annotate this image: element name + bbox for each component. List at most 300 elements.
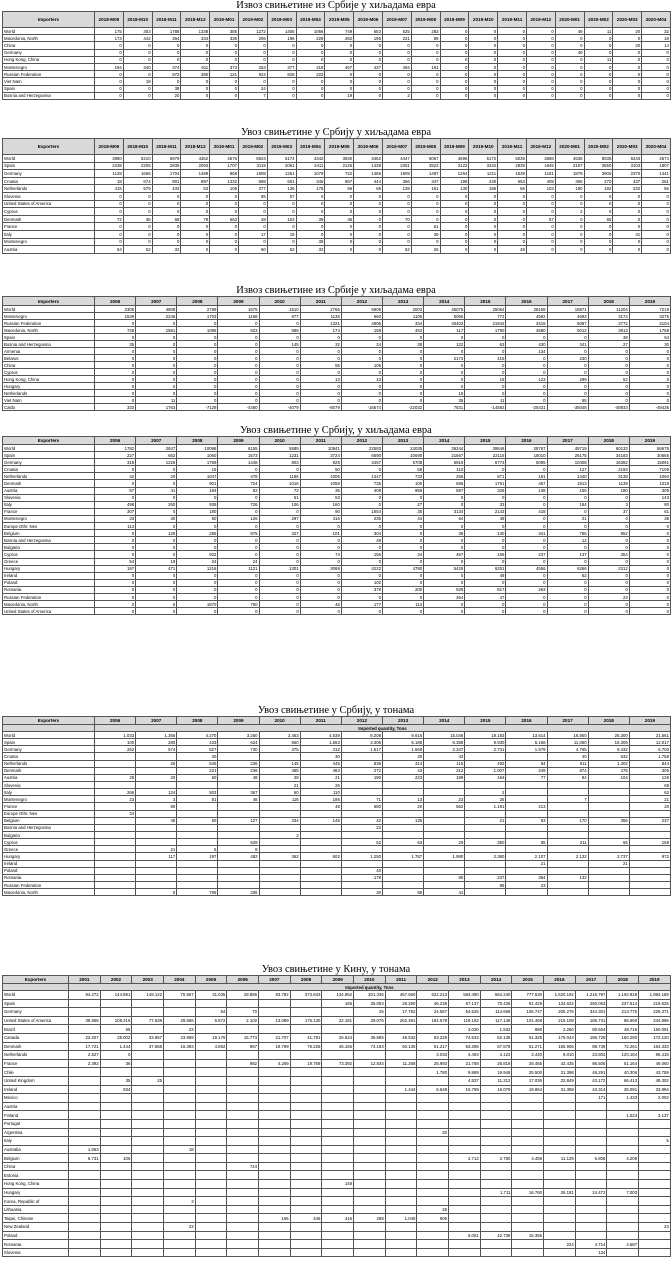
value-cell <box>417 1231 449 1240</box>
value-cell <box>195 1231 227 1240</box>
value-cell <box>195 999 227 1008</box>
value-cell <box>512 1197 544 1206</box>
value-cell: 266 <box>95 789 136 796</box>
value-cell: 326 <box>465 487 506 494</box>
value-cell: 0 <box>465 558 506 565</box>
table-row <box>3 35 671 42</box>
value-cell: 0 <box>181 246 210 254</box>
value-cell: 0 <box>382 348 423 355</box>
value-cell: 0 <box>95 320 136 327</box>
value-cell <box>195 1051 227 1060</box>
value-cell: 46.165 <box>322 1042 354 1051</box>
value-cell: 49 <box>555 28 584 35</box>
value-cell <box>607 1205 639 1214</box>
value-cell: 0 <box>584 208 613 216</box>
value-cell: 1654 <box>341 508 382 515</box>
value-cell: 31.398 <box>544 1068 576 1077</box>
value-cell: 0 <box>177 376 218 383</box>
table-row <box>3 732 671 739</box>
value-cell: 0 <box>465 466 506 473</box>
column-header: 2011 <box>385 976 417 984</box>
country-name: Bosnia and Herzegovina <box>3 92 95 99</box>
value-cell <box>322 1137 354 1146</box>
value-cell: 20 <box>417 1128 449 1137</box>
value-cell: 10408 <box>547 459 588 466</box>
value-cell <box>259 889 300 896</box>
value-cell: 21.707 <box>259 1033 291 1042</box>
value-cell: 306 <box>629 767 670 774</box>
value-cell: 0 <box>588 601 629 608</box>
value-cell: 61 <box>411 223 440 231</box>
value-cell: 1105 <box>382 313 423 320</box>
value-cell <box>544 1223 576 1232</box>
value-cell: 0 <box>300 608 341 615</box>
value-cell: 1707 <box>210 162 239 170</box>
country-name: Montenegro <box>3 313 95 320</box>
value-cell: 0 <box>506 369 547 376</box>
value-cell: 16.079 <box>480 1085 512 1094</box>
column-header: 2016 <box>506 717 547 725</box>
value-cell: 5095 <box>506 459 547 466</box>
value-cell: 236 <box>218 767 259 774</box>
value-cell: 13.089 <box>259 1016 291 1025</box>
table-row <box>3 452 671 459</box>
value-cell: 16.760 <box>512 1188 544 1197</box>
value-cell <box>385 1162 417 1171</box>
value-cell <box>544 1197 576 1206</box>
value-cell <box>424 860 465 867</box>
value-cell: 0 <box>300 383 341 390</box>
value-cell <box>417 1094 449 1103</box>
value-cell: 0 <box>341 608 382 615</box>
value-cell <box>95 767 136 774</box>
value-cell: 1.668 <box>382 746 423 753</box>
column-header: 2016 <box>544 976 576 984</box>
value-cell: 4905 <box>341 320 382 327</box>
value-cell <box>639 1188 671 1197</box>
table-row <box>3 789 671 796</box>
value-cell: 1.007 <box>465 767 506 774</box>
country-name: Portugal <box>3 1119 69 1128</box>
value-cell: 0 <box>506 572 547 579</box>
value-cell: 86.415 <box>639 1051 671 1060</box>
value-cell: 15091 <box>629 459 670 466</box>
value-cell <box>100 1111 132 1120</box>
value-cell: 0 <box>136 341 177 348</box>
value-cell <box>132 1223 164 1232</box>
value-cell: 41 <box>136 487 177 494</box>
value-cell <box>322 1205 354 1214</box>
value-cell <box>607 1248 639 1257</box>
value-cell: 21 <box>588 860 629 867</box>
value-cell <box>95 824 136 831</box>
table-row <box>3 579 671 586</box>
table-row <box>3 1051 671 1060</box>
value-cell: 977 <box>259 313 300 320</box>
value-cell <box>290 1180 322 1189</box>
value-cell <box>506 846 547 853</box>
value-cell <box>95 853 136 860</box>
value-cell <box>588 803 629 810</box>
value-cell <box>480 1205 512 1214</box>
value-cell <box>544 1111 576 1120</box>
column-header: 2007 <box>136 297 177 306</box>
value-cell: 123 <box>506 376 547 383</box>
value-cell: 55 <box>300 362 341 369</box>
value-cell: 101.468 <box>512 1016 544 1025</box>
table-row <box>3 774 671 781</box>
value-cell: 0 <box>354 246 383 254</box>
value-cell: 155 <box>465 551 506 558</box>
column-header: 2013 <box>382 297 423 306</box>
country-name: Poland <box>3 579 95 586</box>
value-cell <box>629 831 670 838</box>
value-cell: 3103 <box>613 162 642 170</box>
value-cell: 6919 <box>424 459 465 466</box>
value-cell <box>132 1180 164 1189</box>
value-cell: 0 <box>555 246 584 254</box>
value-cell: 0 <box>341 593 382 600</box>
value-cell: 777.530 <box>512 991 544 1000</box>
value-cell: 6690 <box>341 452 382 459</box>
country-name: Chile <box>3 1068 69 1077</box>
value-cell: 23 <box>639 1223 671 1232</box>
table-row <box>3 376 671 383</box>
value-cell: 180 <box>177 508 218 515</box>
value-cell <box>300 846 341 853</box>
value-cell: 249 <box>506 767 547 774</box>
value-cell: 0 <box>136 572 177 579</box>
value-cell: -4079 <box>259 404 300 411</box>
value-cell: 0 <box>181 85 210 92</box>
value-cell: 51.217 <box>417 1042 449 1051</box>
value-cell <box>218 810 259 817</box>
value-cell: 0 <box>411 78 440 85</box>
value-cell: 0 <box>588 355 629 362</box>
value-cell: 0 <box>354 200 383 208</box>
value-cell: 96 <box>325 185 354 193</box>
value-cell: 18 <box>642 35 671 42</box>
value-cell: 54 <box>95 558 136 565</box>
value-cell: 4342 <box>296 155 325 163</box>
value-cell: 164.333 <box>639 1042 671 1051</box>
value-cell: 0 <box>210 78 239 85</box>
value-cell: 22115 <box>465 452 506 459</box>
value-cell: 340 <box>123 63 152 70</box>
value-cell: 0 <box>506 593 547 600</box>
value-cell: 145 <box>300 817 341 824</box>
table-row <box>3 999 671 1008</box>
value-cell: 416 <box>300 515 341 522</box>
value-cell: 132 <box>547 874 588 881</box>
value-cell <box>424 824 465 831</box>
table-row <box>3 71 671 78</box>
value-cell: 0 <box>136 334 177 341</box>
value-cell: 0 <box>382 192 411 200</box>
value-cell <box>218 867 259 874</box>
value-cell: 0 <box>498 208 527 216</box>
value-cell <box>227 1025 259 1034</box>
value-cell: 0 <box>259 537 300 544</box>
value-cell <box>218 881 259 888</box>
value-cell: 0 <box>238 208 267 216</box>
value-cell: 3.033 <box>417 1051 449 1060</box>
value-cell <box>195 1188 227 1197</box>
value-cell: 0 <box>259 362 300 369</box>
value-cell: 482 <box>218 853 259 860</box>
column-header: 2018-M11 <box>152 139 181 155</box>
value-cell: 224 <box>544 1240 576 1249</box>
value-cell: 0 <box>465 523 506 530</box>
value-cell: 3980 <box>95 155 124 163</box>
value-cell: 1006 <box>300 473 341 480</box>
table-row <box>3 1094 671 1103</box>
country-name: Сaldo <box>3 404 95 411</box>
value-cell: 184 <box>547 501 588 508</box>
table-row <box>3 803 671 810</box>
value-cell: -14582 <box>465 404 506 411</box>
value-cell: 0 <box>506 397 547 404</box>
value-cell: 1763 <box>136 404 177 411</box>
value-cell: 0 <box>629 586 670 593</box>
value-cell <box>132 1137 164 1146</box>
value-cell <box>341 753 382 760</box>
value-cell: 674 <box>123 177 152 185</box>
value-cell <box>544 1171 576 1180</box>
column-header: 2017 <box>547 437 588 445</box>
value-cell: 0 <box>238 238 267 246</box>
value-cell: 4693 <box>547 313 588 320</box>
column-header: 2015 <box>465 297 506 306</box>
value-cell: 0 <box>382 593 423 600</box>
value-cell <box>69 1128 101 1137</box>
value-cell: 1.366 <box>136 732 177 739</box>
value-cell <box>69 1223 101 1232</box>
country-name: Viet Nam <box>3 78 95 85</box>
value-cell: 16.850 <box>547 732 588 739</box>
country-name: Spain <box>3 334 95 341</box>
value-cell: 0 <box>526 78 555 85</box>
value-cell: 0 <box>584 223 613 231</box>
value-cell: -16674 <box>341 404 382 411</box>
value-cell <box>195 1102 227 1111</box>
value-cell: 346 <box>296 177 325 185</box>
value-cell <box>136 824 177 831</box>
value-cell <box>385 1076 417 1085</box>
value-cell: 868 <box>210 170 239 178</box>
value-cell: 198 <box>440 177 469 185</box>
value-cell: 0 <box>382 230 411 238</box>
value-cell <box>259 1231 291 1240</box>
value-cell: 560 <box>259 739 300 746</box>
value-cell <box>354 1076 386 1085</box>
value-cell: 0 <box>506 355 547 362</box>
value-cell: 0 <box>354 42 383 49</box>
value-cell <box>195 1240 227 1249</box>
value-cell <box>290 1231 322 1240</box>
value-cell: 25064 <box>465 306 506 313</box>
country-name: Hungary <box>3 1188 69 1197</box>
value-cell: 110 <box>300 789 341 796</box>
value-cell: 9.010 <box>544 1051 576 1060</box>
value-cell: 19.799 <box>259 1042 291 1051</box>
subheader-label: Imported quantity, Tons <box>69 984 671 991</box>
value-cell: 155.906 <box>544 1042 576 1051</box>
column-header: 2017 <box>575 976 607 984</box>
value-cell: 0 <box>218 390 259 397</box>
column-header: Importers <box>3 297 95 306</box>
value-cell <box>547 803 588 810</box>
value-cell: 354 <box>588 551 629 558</box>
value-cell: 1.192.828 <box>607 991 639 1000</box>
value-cell: 3 <box>164 1197 196 1206</box>
value-cell: 1510 <box>259 306 300 313</box>
value-cell: 1096 <box>177 327 218 334</box>
value-cell: 135 <box>382 817 423 824</box>
value-cell: 0 <box>325 230 354 238</box>
country-name: Germany <box>3 170 95 178</box>
value-cell: 49 <box>465 572 506 579</box>
value-cell <box>449 1180 481 1189</box>
value-cell: 1.033 <box>95 732 136 739</box>
value-cell: 0 <box>259 383 300 390</box>
column-header: Exporters <box>3 976 69 984</box>
country-name: World <box>3 306 95 313</box>
value-cell: 62 <box>547 572 588 579</box>
value-cell: 0 <box>547 579 588 586</box>
value-cell <box>449 1162 481 1171</box>
value-cell: 0 <box>588 558 629 565</box>
value-cell: 735 <box>341 480 382 487</box>
value-cell: 2847 <box>136 445 177 452</box>
column-header: 2018-M10 <box>123 139 152 155</box>
value-cell: 0 <box>469 230 498 238</box>
value-cell: 23 <box>164 1025 196 1034</box>
value-cell <box>290 1128 322 1137</box>
column-header: 2017 <box>547 297 588 306</box>
value-cell: 206 <box>238 35 267 42</box>
value-cell: 0 <box>259 334 300 341</box>
value-cell: 7109 <box>629 466 670 473</box>
value-cell: 3.030 <box>449 1025 481 1034</box>
value-cell <box>322 1025 354 1034</box>
value-cell <box>480 1128 512 1137</box>
value-cell: 0 <box>177 397 218 404</box>
value-cell: 94.272 <box>69 991 101 1000</box>
table-row <box>3 846 671 853</box>
value-cell <box>322 1197 354 1206</box>
country-name: Netherlands <box>3 185 95 193</box>
value-cell: 221 <box>177 767 218 774</box>
value-cell: 16.799 <box>449 1085 481 1094</box>
value-cell <box>195 1205 227 1214</box>
value-cell: 0 <box>136 508 177 515</box>
value-cell: 0 <box>547 508 588 515</box>
value-cell <box>385 1068 417 1077</box>
value-cell: 104 <box>588 774 629 781</box>
value-cell <box>417 1076 449 1085</box>
value-cell <box>480 1180 512 1189</box>
value-cell: 1.024 <box>607 1111 639 1120</box>
value-cell: 194 <box>95 63 124 70</box>
value-cell <box>382 789 423 796</box>
value-cell: 0 <box>465 383 506 390</box>
value-cell <box>136 810 177 817</box>
value-cell: 327 <box>259 530 300 537</box>
value-cell: 0 <box>300 355 341 362</box>
column-header: 2009 <box>218 297 259 306</box>
column-header: 2020-M01 <box>555 139 584 155</box>
value-cell: 0 <box>177 348 218 355</box>
value-cell: 39.558 <box>69 1016 101 1025</box>
value-cell: 465 <box>259 767 300 774</box>
value-cell <box>227 1223 259 1232</box>
value-cell: 12.017 <box>629 739 670 746</box>
value-cell <box>177 831 218 838</box>
value-cell: 525 <box>382 28 411 35</box>
value-cell: -8079 <box>300 404 341 411</box>
value-cell <box>164 1188 196 1197</box>
value-cell <box>259 1111 291 1120</box>
value-cell <box>259 824 300 831</box>
value-cell: 0 <box>341 334 382 341</box>
value-cell: 6.731 <box>69 1154 101 1163</box>
value-cell <box>322 1094 354 1103</box>
value-cell: 0 <box>588 515 629 522</box>
value-cell: 0 <box>613 49 642 56</box>
value-cell: 437 <box>354 63 383 70</box>
country-name: Armenia <box>3 348 95 355</box>
value-cell <box>639 1205 671 1214</box>
value-cell: 0 <box>642 192 671 200</box>
country-name: Belgium <box>3 1154 69 1163</box>
value-cell: 4.493 <box>449 1051 481 1060</box>
value-cell <box>195 1154 227 1163</box>
country-name: Ireland <box>3 572 95 579</box>
value-cell: 0 <box>95 56 124 63</box>
value-cell: 972 <box>152 71 181 78</box>
column-header: 2014 <box>480 976 512 984</box>
value-cell: 0 <box>218 608 259 615</box>
value-cell: 4592 <box>506 313 547 320</box>
value-cell <box>607 1162 639 1171</box>
value-cell: 53.228 <box>417 1033 449 1042</box>
value-cell <box>259 1162 291 1171</box>
value-cell: 0 <box>181 78 210 85</box>
value-cell <box>100 1162 132 1171</box>
value-cell: 113 <box>95 523 136 530</box>
value-cell: 7.003 <box>607 1188 639 1197</box>
value-cell <box>69 1240 101 1249</box>
value-cell: 0 <box>218 355 259 362</box>
value-cell <box>164 999 196 1008</box>
value-cell: 0 <box>95 397 136 404</box>
value-cell <box>100 1231 132 1240</box>
value-cell <box>100 1145 132 1154</box>
value-cell: 0 <box>296 230 325 238</box>
value-cell: 288 <box>354 1214 386 1223</box>
value-cell: 0 <box>100 1051 132 1060</box>
value-cell: 0 <box>588 397 629 404</box>
value-cell: 0 <box>440 35 469 42</box>
value-cell: 48 <box>218 796 259 803</box>
value-cell: 1047 <box>177 473 218 480</box>
value-cell: 253 <box>238 63 267 70</box>
value-cell: 0 <box>95 586 136 593</box>
value-cell <box>512 1102 544 1111</box>
value-cell: 28158 <box>506 306 547 313</box>
value-cell <box>227 1068 259 1077</box>
